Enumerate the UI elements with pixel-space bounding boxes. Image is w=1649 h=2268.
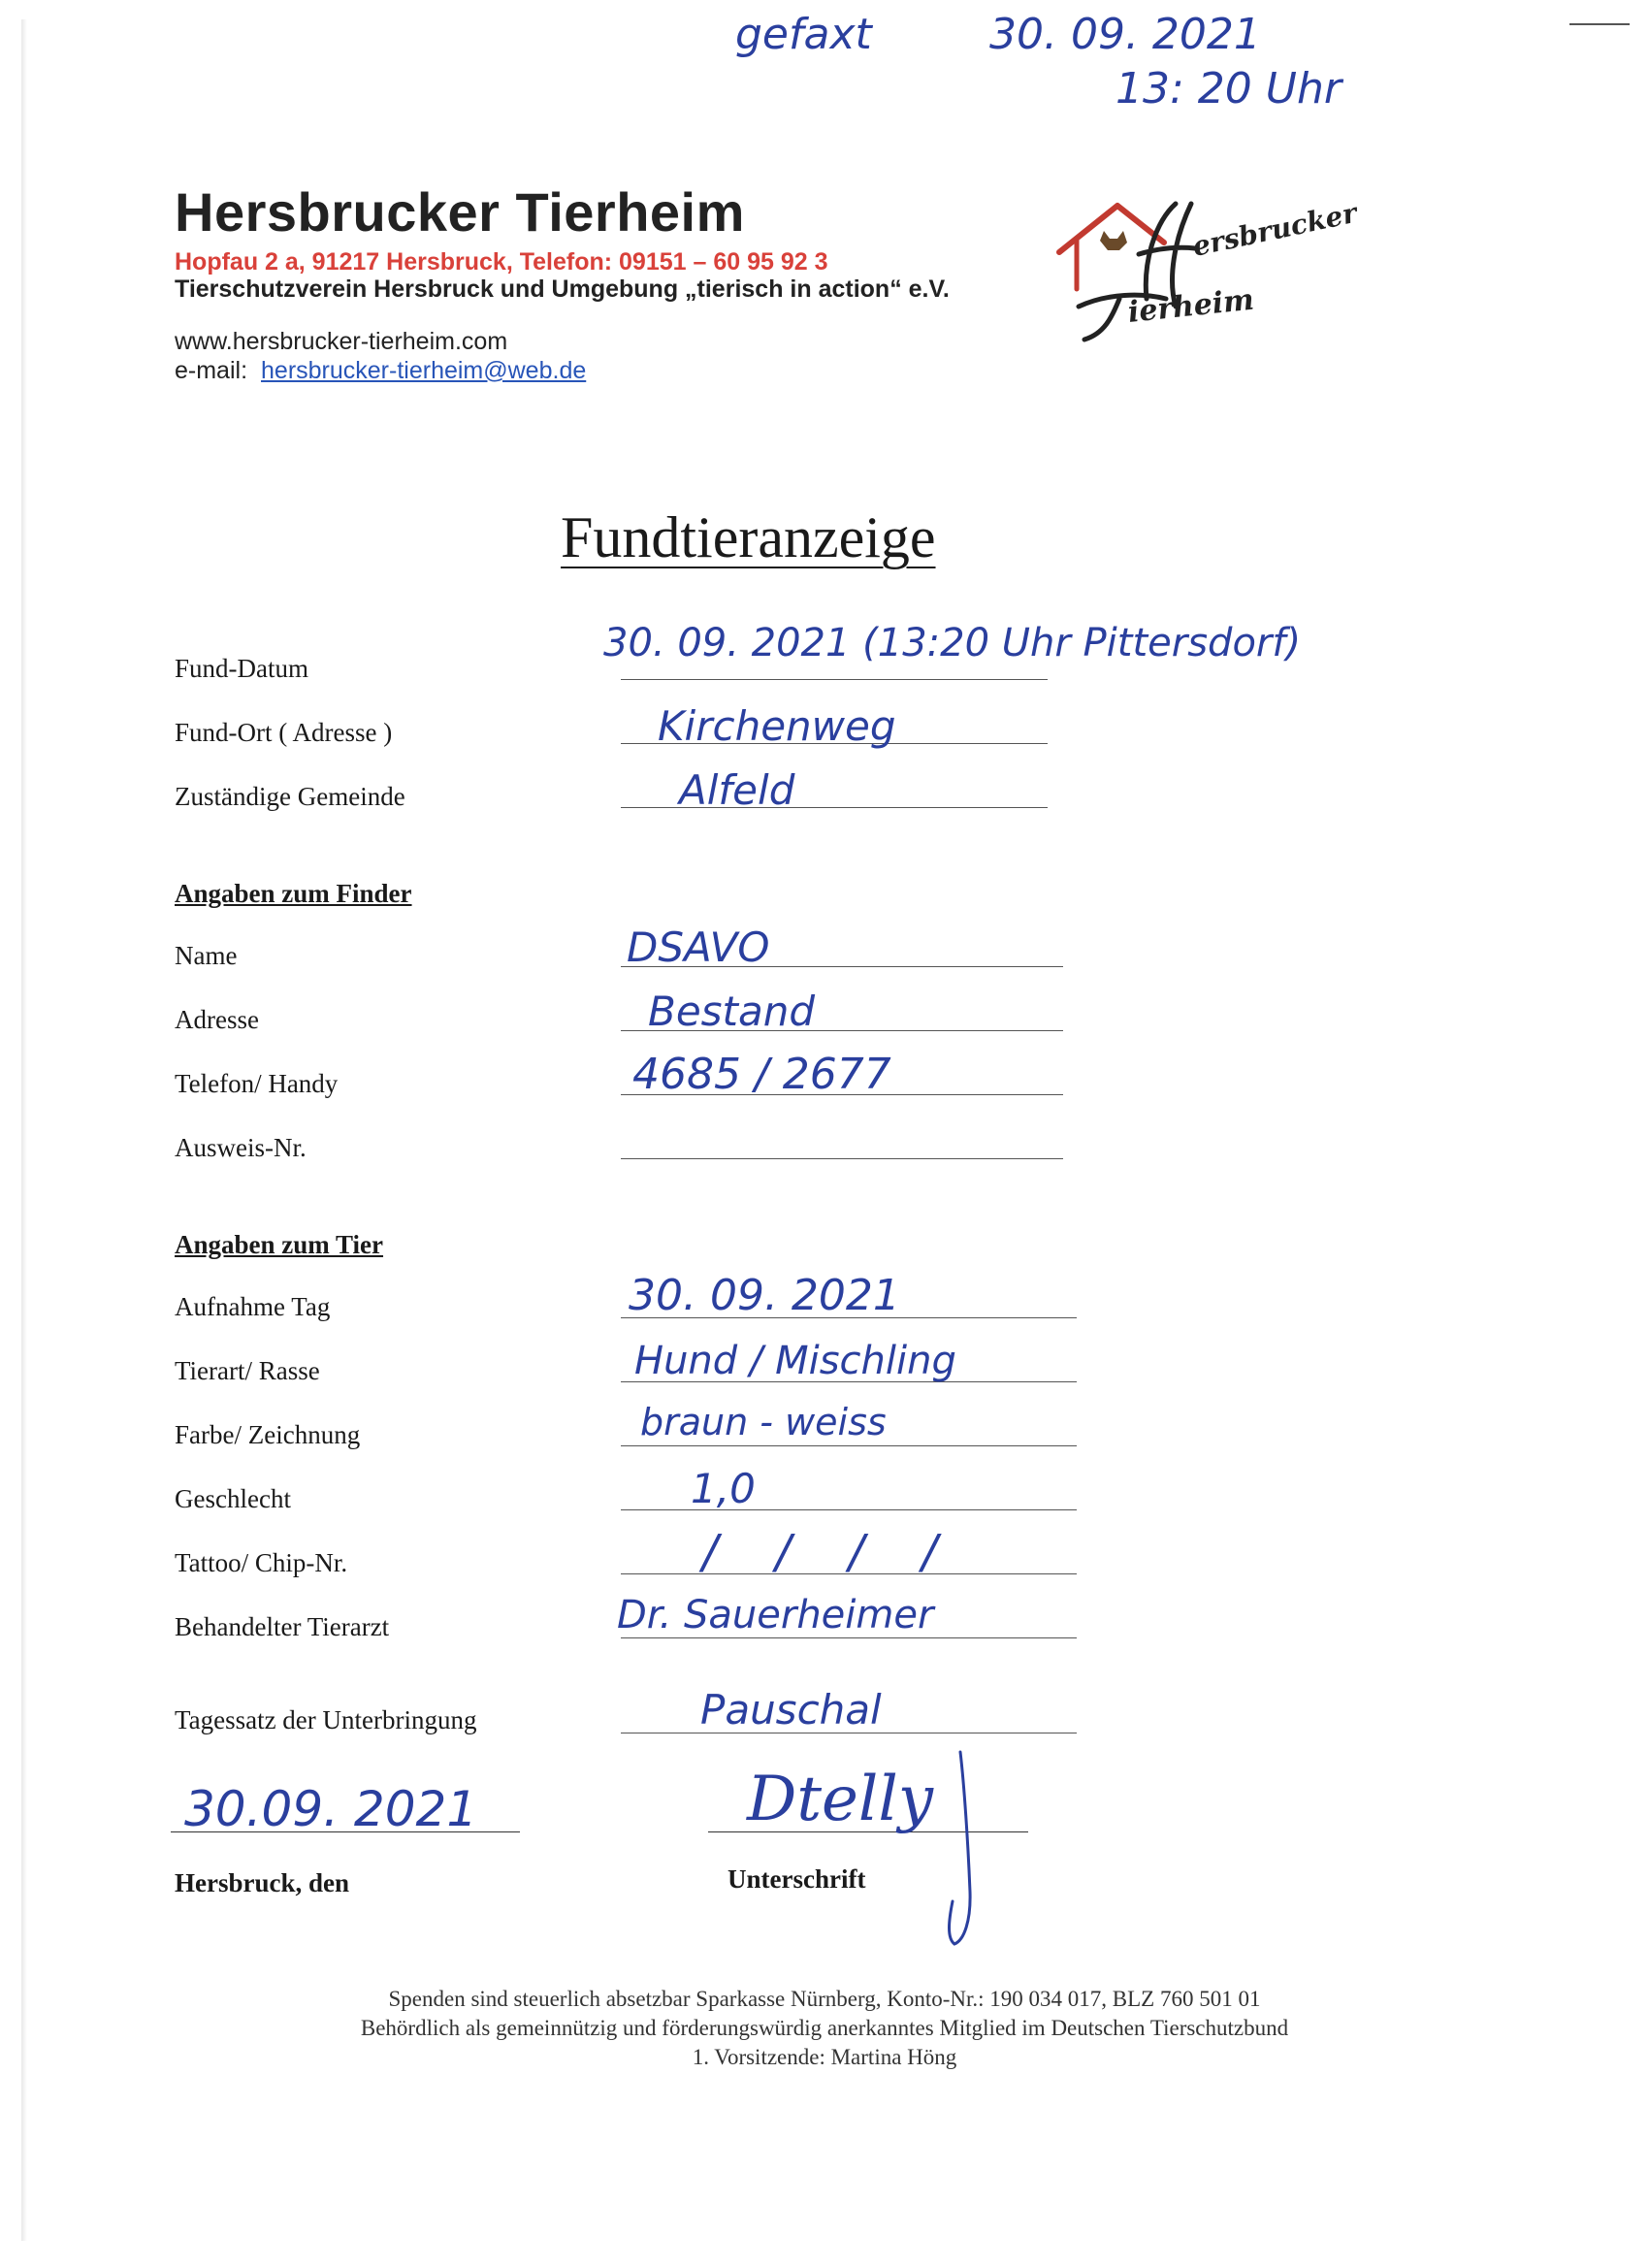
line-farbe bbox=[621, 1445, 1077, 1446]
value-fund-datum: 30. 09. 2021 (13:20 Uhr Pittersdorf) bbox=[603, 621, 1302, 665]
value-finder-name: DSAVO bbox=[627, 923, 770, 971]
fax-note-gefaxt: gefaxt bbox=[735, 10, 872, 59]
label-gemeinde: Zuständige Gemeinde bbox=[175, 782, 405, 811]
section-finder: Angaben zum Finder bbox=[175, 879, 412, 908]
value-finder-adresse: Bestand bbox=[648, 988, 816, 1035]
tierheim-logo bbox=[1050, 192, 1360, 347]
label-tagessatz: Tagessatz der Unterbringung bbox=[175, 1705, 477, 1734]
value-signature-date: 30.09. 2021 bbox=[184, 1781, 478, 1837]
scan-edge-shadow bbox=[21, 19, 27, 2241]
value-farbe: braun - weiss bbox=[640, 1401, 887, 1443]
fax-note-date: 30. 09. 2021 bbox=[989, 10, 1261, 59]
handwritten-signature: Dtelly bbox=[747, 1764, 933, 1835]
organization-title: Hersbrucker Tierheim bbox=[175, 181, 745, 243]
organization-website[interactable]: www.hersbrucker-tierheim.com bbox=[175, 328, 508, 355]
label-geschlecht: Geschlecht bbox=[175, 1484, 291, 1513]
value-tattoo-chip: / / / / bbox=[702, 1525, 959, 1579]
footer-line-3: 1. Vorsitzende: Martina Höng bbox=[692, 2045, 957, 2069]
label-hersbruck-den: Hersbruck, den bbox=[175, 1868, 350, 1897]
line-fund-datum bbox=[621, 679, 1048, 680]
fax-note-time: 13: 20 Uhr bbox=[1116, 64, 1342, 113]
value-fund-ort: Kirchenweg bbox=[658, 702, 896, 750]
value-tagessatz: Pauschal bbox=[700, 1686, 882, 1733]
label-finder-name: Name bbox=[175, 941, 238, 970]
scan-edge-line bbox=[1569, 23, 1630, 25]
label-finder-ausweis: Ausweis-Nr. bbox=[175, 1133, 307, 1162]
value-geschlecht: 1,0 bbox=[691, 1465, 756, 1512]
label-tierarzt: Behandelter Tierarzt bbox=[175, 1612, 390, 1641]
line-geschlecht bbox=[621, 1509, 1077, 1510]
footer-line-2: Behördlich als gemeinnützig und förderungswürdig anerkanntes Mitglied im Deutschen Tierschutzbund bbox=[360, 2016, 1289, 2040]
organization-address: Hopfau 2 a, 91217 Hersbruck, Telefon: 09151 – 60 95 92 3 bbox=[175, 248, 828, 275]
value-finder-telefon: 4685 / 2677 bbox=[632, 1050, 891, 1099]
label-aufnahme-tag: Aufnahme Tag bbox=[175, 1292, 331, 1321]
footer-line-1: Spenden sind steuerlich absetzbar Sparkasse Nürnberg, Konto-Nr.: 190 034 017, BLZ 760 501 01 bbox=[388, 1987, 1261, 2011]
label-unterschrift: Unterschrift bbox=[728, 1864, 866, 1894]
form-title: Fundtieranzeige bbox=[561, 505, 936, 569]
logo-text-ierheim: ierheim bbox=[1126, 282, 1256, 330]
email-link[interactable]: hersbrucker-tierheim@web.de bbox=[261, 357, 587, 384]
label-finder-telefon: Telefon/ Handy bbox=[175, 1069, 339, 1098]
email-label: e-mail: bbox=[175, 357, 248, 384]
section-tier: Angaben zum Tier bbox=[175, 1230, 384, 1259]
label-finder-adresse: Adresse bbox=[175, 1005, 259, 1034]
value-gemeinde: Alfeld bbox=[679, 766, 795, 814]
line-finder-ausweis bbox=[621, 1158, 1063, 1159]
organization-association: Tierschutzverein Hersbruck und Umgebung „tierisch in action“ e.V. bbox=[175, 275, 950, 303]
label-tattoo-chip: Tattoo/ Chip-Nr. bbox=[175, 1548, 348, 1577]
label-fund-ort: Fund-Ort ( Adresse ) bbox=[175, 718, 393, 747]
value-tierarzt: Dr. Sauerheimer bbox=[617, 1593, 934, 1637]
label-farbe: Farbe/ Zeichnung bbox=[175, 1420, 361, 1449]
value-aufnahme-tag: 30. 09. 2021 bbox=[629, 1271, 900, 1320]
signature-stroke bbox=[931, 1746, 989, 1950]
line-tierarzt bbox=[621, 1637, 1077, 1638]
value-tierart: Hund / Mischling bbox=[634, 1339, 956, 1383]
logo-cat bbox=[1100, 231, 1127, 250]
label-fund-datum: Fund-Datum bbox=[175, 654, 308, 683]
organization-email-line bbox=[175, 357, 586, 385]
logo-text-ersbrucker: ersbrucker bbox=[1189, 196, 1360, 263]
label-tierart: Tierart/ Rasse bbox=[175, 1356, 320, 1385]
